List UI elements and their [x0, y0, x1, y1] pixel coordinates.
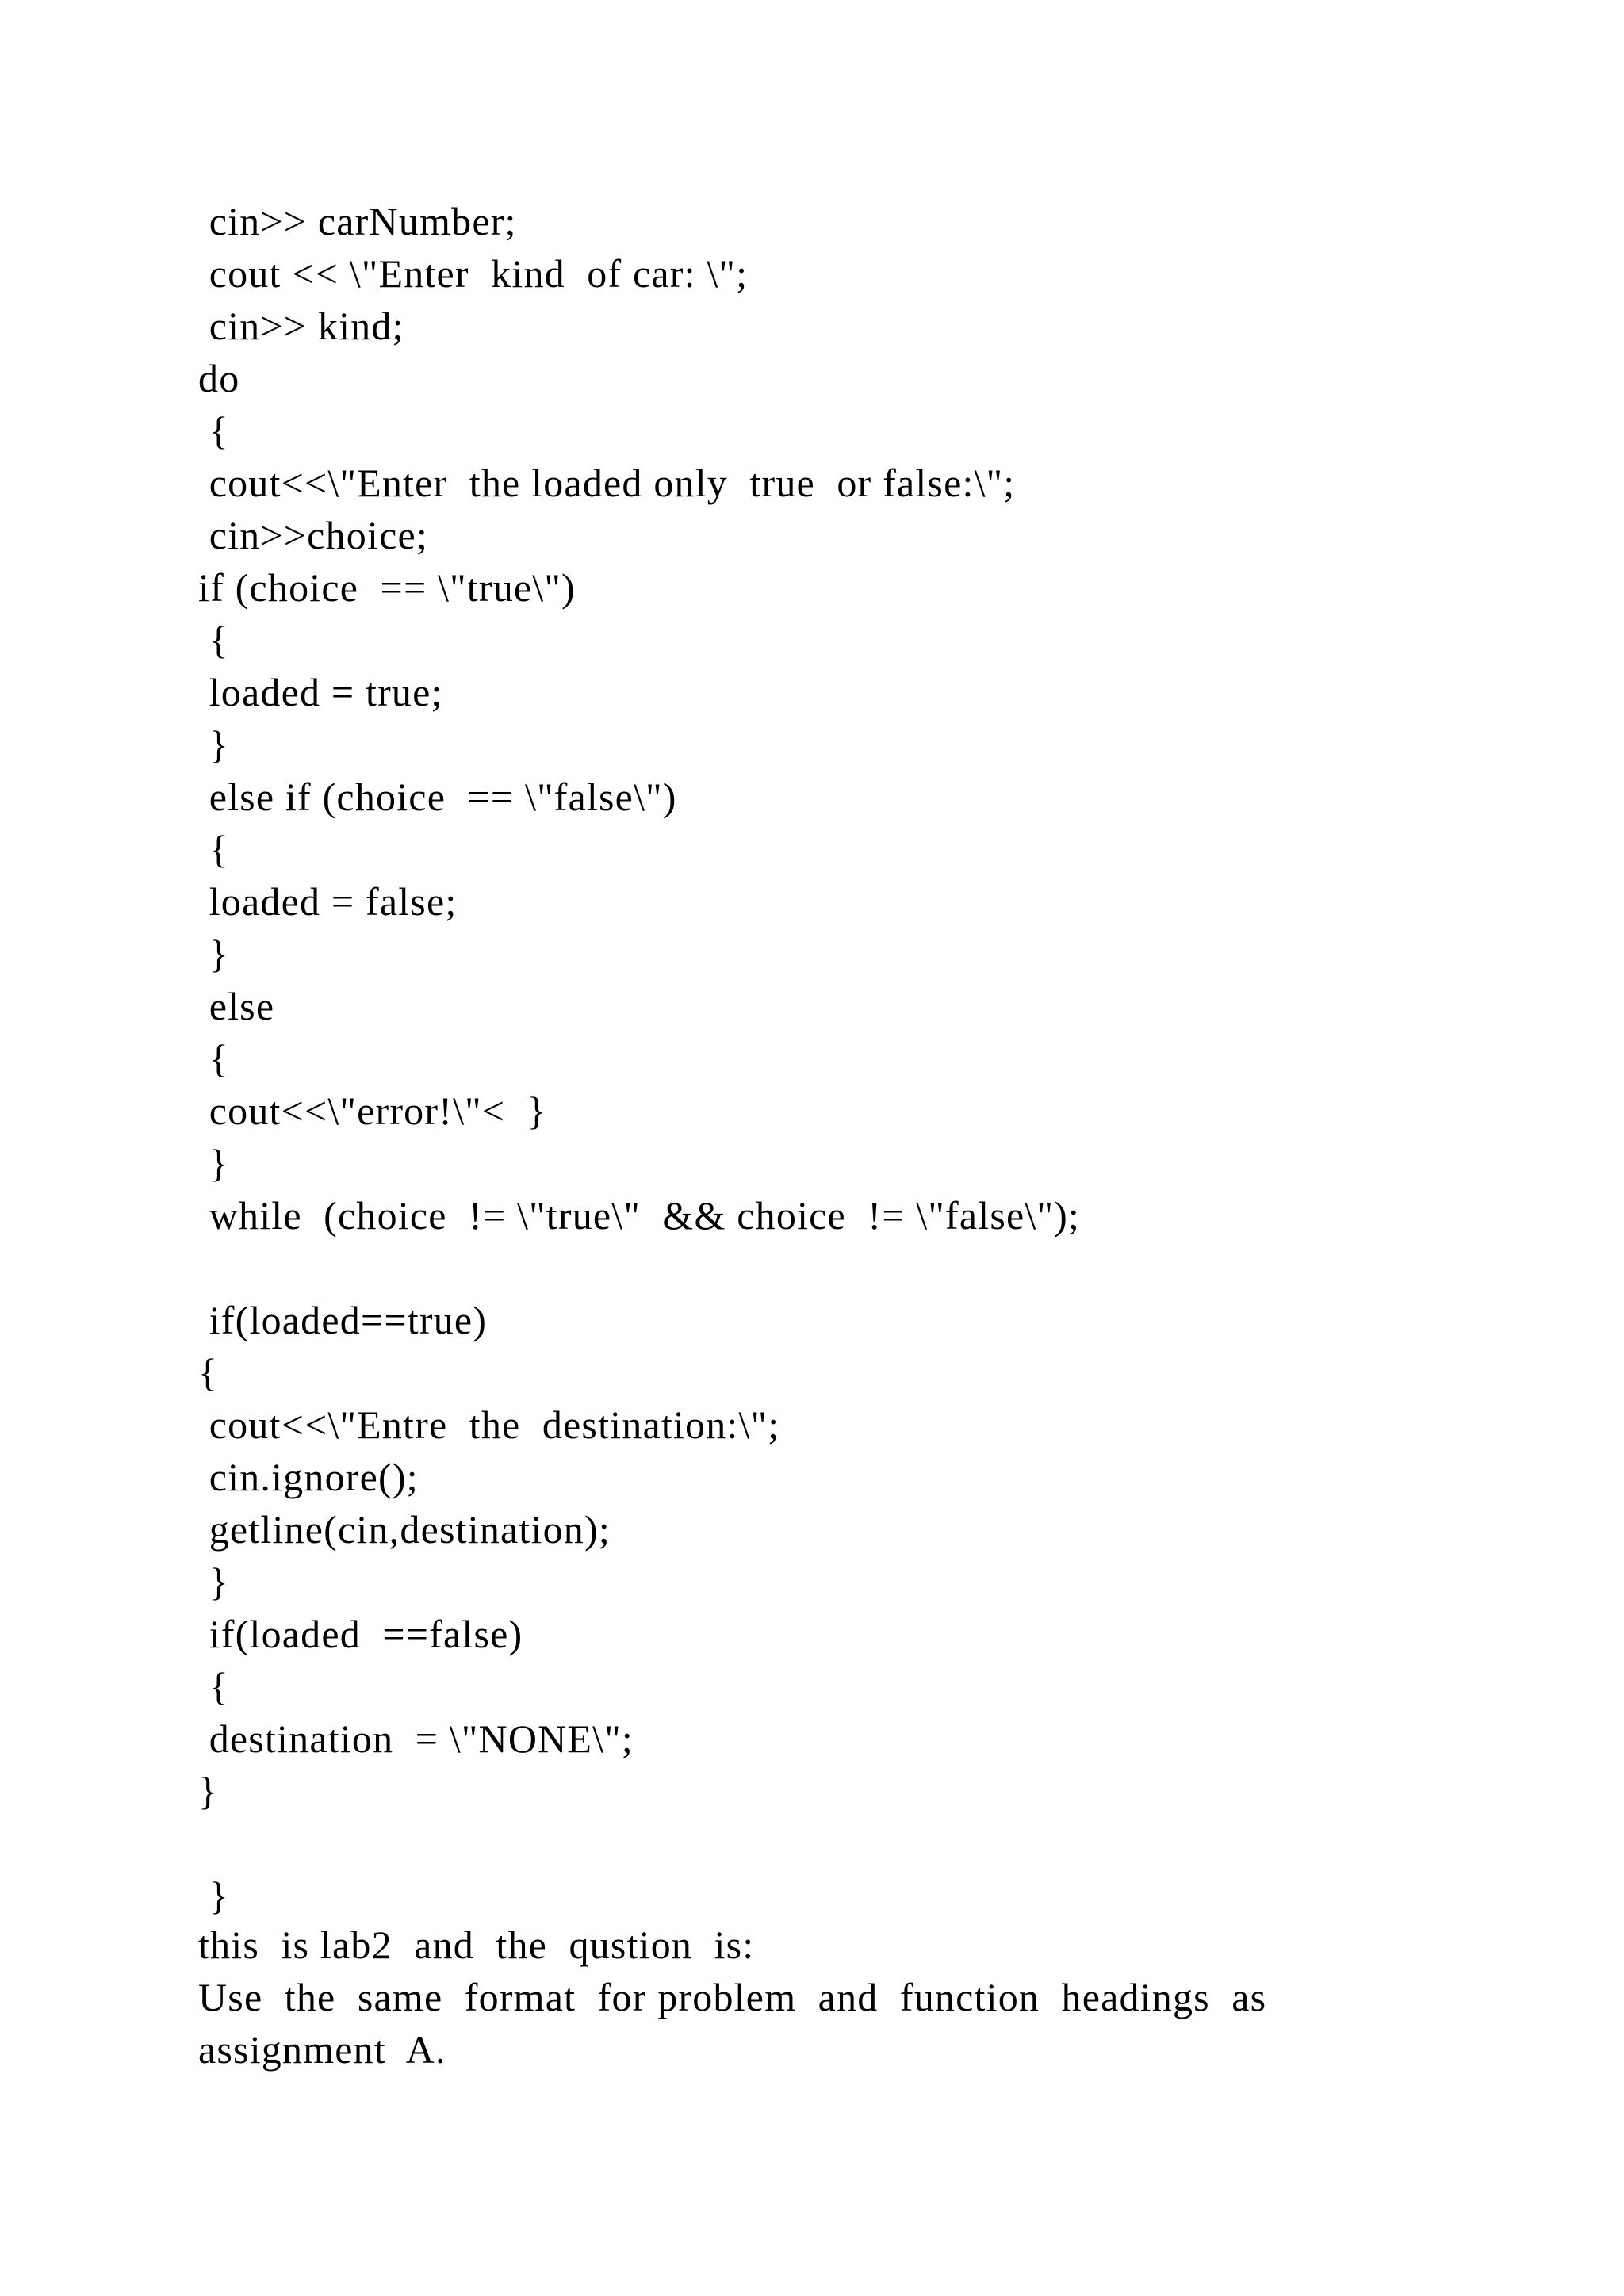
code-line: {: [198, 408, 229, 453]
code-line: cin>> carNumber;: [198, 199, 517, 243]
code-block: [198, 195, 1080, 1922]
code-line: {: [198, 618, 229, 662]
code-line: }: [198, 1141, 229, 1185]
code-line: getline(cin,destination);: [198, 1507, 611, 1552]
code-line: }: [198, 1873, 229, 1918]
code-line: cout<<\"Entre the destination:\";: [198, 1402, 780, 1447]
code-line: cout<<\"Enter the loaded only true or false:\";: [198, 461, 1016, 505]
code-line: if (choice == \"true\"): [198, 565, 576, 610]
prose-paragraph: [198, 1919, 1419, 2076]
code-line: {: [198, 1664, 229, 1709]
prose-line: Use the same format for problem and function headings as: [198, 1975, 1267, 2019]
code-line: {: [198, 1036, 229, 1081]
code-line: [198, 1242, 1080, 1294]
code-line: cout << \"Enter kind of car: \";: [198, 251, 749, 296]
code-line: cin.ignore();: [198, 1455, 419, 1499]
code-line: loaded = true;: [198, 670, 443, 714]
code-line: loaded = false;: [198, 879, 458, 924]
code-line: destination = \"NONE\";: [198, 1716, 634, 1761]
code-line: {: [198, 827, 229, 871]
code-line: else: [198, 984, 275, 1028]
code-line: else if (choice == \"false\"): [198, 775, 677, 819]
code-line: while (choice != \"true\" && choice != \"false\");: [198, 1193, 1081, 1238]
code-line: {: [198, 1350, 219, 1395]
code-line: }: [198, 722, 229, 767]
code-line: }: [198, 1769, 219, 1813]
code-line: [198, 1817, 1080, 1869]
code-line: if(loaded ==false): [198, 1612, 523, 1656]
code-line: do: [198, 356, 240, 400]
code-line: if(loaded==true): [198, 1298, 488, 1342]
prose-line: this is lab2 and the qustion is:: [198, 1923, 755, 1967]
code-line: cout<<\"error!\"< }: [198, 1089, 547, 1133]
prose-line: assignment A.: [198, 2027, 446, 2072]
code-line: cin>> kind;: [198, 304, 404, 348]
code-line: cin>>choice;: [198, 513, 428, 557]
code-line: }: [198, 1559, 229, 1604]
code-line: }: [198, 932, 229, 976]
